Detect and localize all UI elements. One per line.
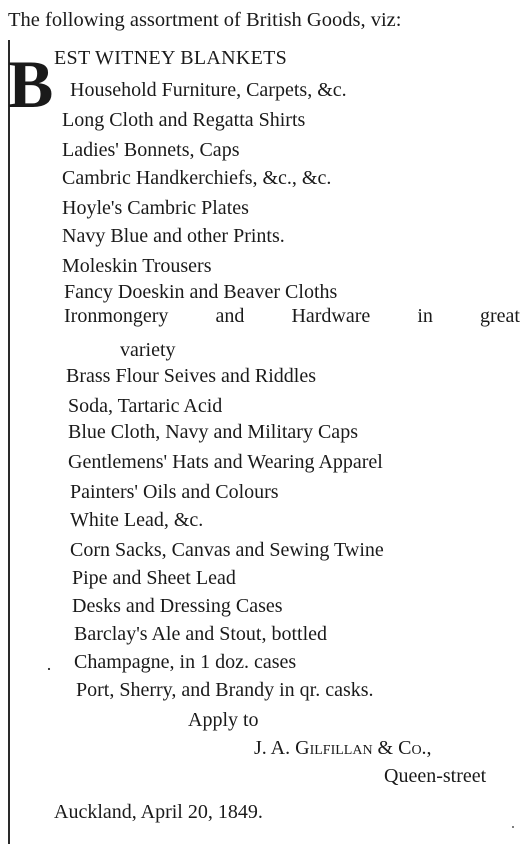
list-item: Champagne, in 1 doz. cases xyxy=(74,651,297,673)
word: Ironmongery xyxy=(64,305,169,327)
list-item: Blue Cloth, Navy and Military Caps xyxy=(68,421,358,443)
list-item-ironmongery xyxy=(64,304,520,328)
drop-cap: B xyxy=(8,46,54,122)
word: and xyxy=(215,305,245,327)
paper-speck xyxy=(512,826,514,828)
column-rule xyxy=(8,40,10,844)
list-item: Brass Flour Seives and Riddles xyxy=(66,365,316,387)
word: Hardware xyxy=(291,305,371,327)
merchant-name: J. A. Gilfillan & Co., xyxy=(254,737,432,759)
list-item: Soda, Tartaric Acid xyxy=(68,395,223,417)
list-item: White Lead, &c. xyxy=(70,509,204,531)
word: in xyxy=(417,305,433,327)
list-item: Ladies' Bonnets, Caps xyxy=(62,139,240,161)
list-item: Hoyle's Cambric Plates xyxy=(62,197,249,219)
dateline: Auckland, April 20, 1849. xyxy=(54,801,263,823)
list-item: Port, Sherry, and Brandy in qr. casks. xyxy=(76,679,374,701)
list-item: Gentlemens' Hats and Wearing Apparel xyxy=(68,451,383,473)
list-item: Desks and Dressing Cases xyxy=(72,595,283,617)
intro-heading: The following assortment of British Goods, viz: xyxy=(8,9,402,31)
list-item: Household Furniture, Carpets, &c. xyxy=(70,79,347,101)
list-item: Corn Sacks, Canvas and Sewing Twine xyxy=(70,539,384,561)
merchant-address: Queen-street xyxy=(384,765,487,787)
stray-mark: · xyxy=(46,659,52,679)
first-item: EST WITNEY BLANKETS xyxy=(54,47,288,69)
list-item: Long Cloth and Regatta Shirts xyxy=(62,109,306,131)
list-item: Pipe and Sheet Lead xyxy=(72,567,236,589)
list-item: Cambric Handkerchiefs, &c., &c. xyxy=(62,167,332,189)
list-item: Fancy Doeskin and Beaver Cloths xyxy=(64,281,338,303)
apply-to: Apply to xyxy=(188,709,259,731)
list-item: Moleskin Trousers xyxy=(62,255,212,277)
list-item-continuation: variety xyxy=(120,339,176,361)
word: great xyxy=(479,305,520,327)
list-item: Navy Blue and other Prints. xyxy=(62,225,285,247)
list-item: Barclay's Ale and Stout, bottled xyxy=(74,623,328,645)
list-item: Painters' Oils and Colours xyxy=(70,481,279,503)
